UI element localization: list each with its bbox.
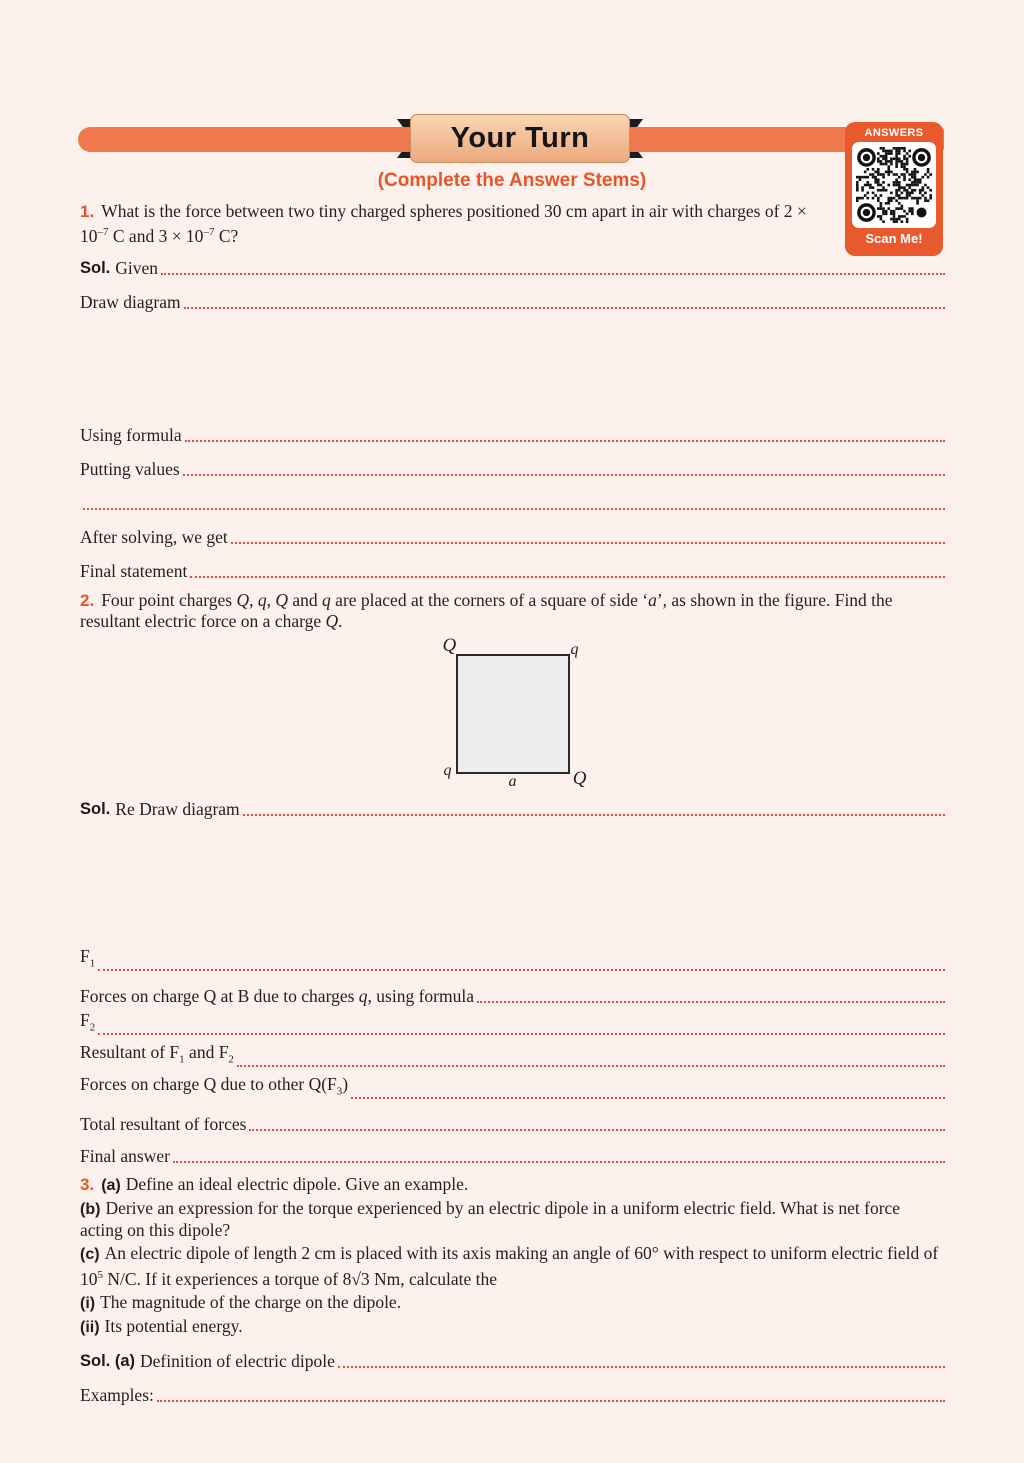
part-tag-b: (b) [80, 1200, 101, 1218]
charge-label-top-left: Q [442, 634, 457, 656]
answer-blank [98, 969, 945, 971]
answer-blank [161, 273, 945, 275]
answer-stem-examples: Examples: [80, 1380, 945, 1405]
answer-blank [231, 542, 945, 544]
q2-figure [80, 634, 945, 790]
question-2 [80, 590, 945, 632]
answer-stem-putting-values: Putting values [80, 454, 945, 479]
answer-stem-redraw-diagram: Sol. Re Draw diagram [80, 794, 945, 819]
answer-blank [98, 1033, 945, 1035]
question-3-part-ii: (ii) Its potential energy. [80, 1315, 243, 1336]
your-turn-banner [410, 114, 630, 163]
answer-blank [183, 474, 945, 476]
side-length-label: a [508, 772, 517, 790]
diagram-space [80, 828, 945, 950]
qr-code [852, 142, 936, 228]
qr-answers-label: ANSWERS [864, 127, 924, 139]
sol-label: Sol. [80, 258, 111, 277]
part-tag-ii: (ii) [80, 1318, 100, 1336]
answer-stem-given: Sol. Given [80, 253, 945, 278]
answer-stem-draw-diagram: Draw diagram [80, 287, 945, 312]
answer-blank [184, 307, 945, 309]
question-2-number: 2. [80, 590, 95, 610]
page-content [80, 201, 945, 1414]
question-3-part-a: 3. (a) Define an ideal electric dipole. Give an example. [80, 1173, 469, 1194]
question-3 [80, 1174, 945, 1338]
answer-stem-after-solving: After solving, we get [80, 522, 945, 547]
question-1 [80, 201, 945, 247]
answer-blank [243, 814, 945, 816]
question-3-number: 3. [80, 1174, 95, 1194]
question-3-part-c: (c) An electric dipole of length 2 cm is placed with its axis making an angle of 60° with respect to uniform electric field of $10^5$ N/C. If it experiences a torque of 8√3 Nm, calculate the [80, 1242, 939, 1289]
answer-blank [157, 1400, 945, 1402]
charge-label-bottom-left: q [443, 761, 452, 779]
page-subtitle: (Complete the Answer Stems) [377, 170, 647, 191]
part-tag-c: (c) [80, 1245, 100, 1263]
answer-stem-final-answer: Final answer [80, 1142, 945, 1166]
page-title: Your Turn [450, 122, 590, 154]
answer-stem-forces-q-f3: Forces on charge Q due to other $Q(F_3)$ [80, 1078, 945, 1102]
answer-blank [249, 1129, 945, 1131]
answer-blank [83, 508, 945, 510]
diagram-space [80, 321, 945, 420]
answer-stem-f1: $F_1$ [80, 950, 945, 974]
answer-blank [237, 1065, 945, 1067]
answer-stem-definition: Sol. (a) Definition of electric dipole [80, 1346, 945, 1371]
question-1-number: 1. [80, 202, 95, 221]
answer-stem-total-resultant: Total resultant of forces [80, 1110, 945, 1134]
answer-blank [185, 440, 945, 442]
question-1-text: What is the force between two tiny charged spheres positioned 30 cm apart in air with charges of $2 \times 10^{-7}$ C and $3 \times 10^{-7}$ C? [80, 201, 807, 246]
charge-label-top-right: q [570, 640, 579, 658]
answer-stem-final-statement: Final statement [80, 556, 945, 581]
sol-label: Sol. (a) [80, 1351, 136, 1370]
part-tag-a: (a) [101, 1176, 121, 1194]
answer-stem-f2: $F_2$ [80, 1014, 945, 1038]
question-2-text: Four point charges Q, q, Q and q are placed at the corners of a square of side ‘a’, as shown in the figure. Find the resultant electric force on a charge Q. [80, 589, 893, 631]
qr-scan-label: Scan Me! [865, 231, 923, 246]
charge-label-bottom-right: Q [572, 767, 587, 789]
question-3-part-b: (b) Derive an expression for the torque experienced by an electric dipole in a uniform electric field. What is net force acting on this dipole? [80, 1197, 901, 1240]
answers-qr-card [845, 122, 943, 256]
answer-blank [351, 1097, 945, 1099]
answer-blank [338, 1366, 945, 1368]
question-3-part-i: (i) The magnitude of the charge on the dipole. [80, 1291, 402, 1312]
part-tag-i: (i) [80, 1294, 96, 1312]
sol-label: Sol. [80, 799, 111, 818]
square-diagram [442, 634, 587, 790]
answer-blank [190, 576, 945, 578]
answer-stem-forces-q-at-b: Forces on charge Q at B due to charges q, using formula [80, 982, 945, 1006]
banner-box [410, 114, 630, 163]
answer-stem-using-formula: Using formula [80, 420, 945, 445]
answer-blank [173, 1161, 945, 1163]
answer-stem-resultant-f1-f2: Resultant of $F_1$ and $F_2$ [80, 1046, 945, 1070]
answer-blank [477, 1001, 945, 1003]
qr-code-svg [856, 147, 932, 223]
answer-stem-continuation [80, 488, 945, 513]
